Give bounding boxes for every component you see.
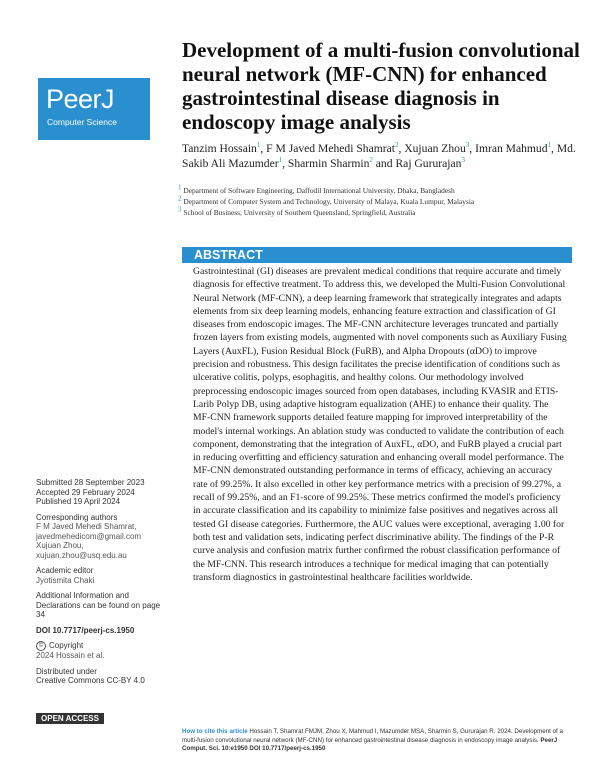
academic-editor xyxy=(36,566,171,585)
editor-name: Jyotismita Chaki xyxy=(36,575,95,585)
author-name[interactable]: Tanzim Hossain xyxy=(182,142,257,155)
editor-heading: Academic editor xyxy=(36,566,94,575)
additional-info: Additional Information and Declarations can be found on page 34 xyxy=(36,591,161,619)
paper-title: Development of a multi-fusion convolutional neural network (MF-CNN) for enhanced gastrointestinal disease diagnosis in endoscopy image analysis xyxy=(182,38,580,134)
affiliation xyxy=(178,194,578,207)
citation-label: How to cite this article xyxy=(182,728,248,735)
affil-sup: 2 xyxy=(394,141,399,150)
author-name[interactable]: F M Javed Mehedi Shamrat xyxy=(266,142,395,155)
copyright-holder: 2024 Hossain et al. xyxy=(36,651,105,660)
affil-sup: 1 xyxy=(256,141,261,150)
accepted-date: Accepted 29 February 2024 xyxy=(36,487,135,497)
affiliation xyxy=(178,183,578,196)
affil-sup: 1 xyxy=(278,155,283,164)
affiliation-text: Department of Software Engineering, Daffodil International University, Dhaka, Bangladesh xyxy=(183,186,455,195)
journal-logo xyxy=(38,78,150,140)
corresponding-authors xyxy=(36,513,171,561)
doi-link[interactable]: DOI 10.7717/peerj-cs.1950 xyxy=(36,625,135,635)
corresponding-heading: Corresponding authors xyxy=(36,512,118,522)
affiliations xyxy=(178,183,578,219)
author-name[interactable]: Raj Gururajan xyxy=(395,156,462,170)
author-email-link[interactable]: javedmehedicom@gmail.com xyxy=(36,531,142,541)
open-access-badge: OPEN ACCESS xyxy=(36,713,104,724)
author-email-link[interactable]: xujuan.zhou@usq.edu.au xyxy=(36,550,127,560)
article-sidebar xyxy=(36,478,171,692)
copyright-label: Copyright xyxy=(49,641,84,651)
author-name[interactable]: Sharmin Sharmin xyxy=(287,156,370,170)
affil-sup: 3 xyxy=(461,155,465,164)
license-block xyxy=(36,667,171,686)
author-name[interactable]: Md. Sakib Ali Mazumder xyxy=(182,142,576,170)
affil-sup: 2 xyxy=(178,194,182,203)
citation-block xyxy=(182,728,572,754)
affil-sup: 3 xyxy=(178,205,182,214)
copyright-block xyxy=(36,641,171,661)
submitted-date: Submitted 28 September 2023 xyxy=(36,478,145,487)
affil-sup: 2 xyxy=(369,155,373,164)
corresponding-author: Xujuan Zhou, xyxy=(36,541,84,550)
author-name[interactable]: Imran Mahmud xyxy=(475,142,548,155)
cc-icon: © xyxy=(36,641,46,651)
affil-sup: 1 xyxy=(547,141,552,150)
affiliation-text: School of Business, University of Southern Queensland, Springfield, Australia xyxy=(183,208,416,217)
affil-sup: 3 xyxy=(465,141,470,150)
citation-text: Hossain T, Shamrat FMJM, Zhou X, Mahmud I, Mazumder MSA, Sharmin S, Gururajan R. 2024. Development of a multi-fusion convolutional neural network (MF-CNN) for enhanced gastrointestinal disease diagnosis in endoscopy image analysis. xyxy=(182,728,563,744)
affil-sup: 1 xyxy=(178,183,182,192)
published-date: Published 19 April 2024 xyxy=(36,497,121,506)
abstract-heading: ABSTRACT xyxy=(182,247,572,263)
distributed-label: Distributed under xyxy=(36,666,97,676)
author-name[interactable]: Xujuan Zhou xyxy=(404,142,466,155)
dates xyxy=(36,478,171,507)
license-link[interactable]: Creative Commons CC-BY 4.0 xyxy=(36,676,145,685)
corresponding-author: F M Javed Mehedi Shamrat, xyxy=(36,522,137,531)
logo-subtitle: Computer Science xyxy=(47,117,117,127)
logo-brand: PeerJ xyxy=(46,84,115,114)
citation-doi[interactable]: DOI 10.7717/peerj-cs.1950 xyxy=(249,745,326,753)
author-list: Tanzim Hossain$^1$, F M Javed Mehedi Shamrat$^2$, Xujuan Zhou$^3$, Imran Mahmud$^1$, Md. Sakib Ali Mazumder$^1$, Sharmin Sharmin$^2$ and Raj Gururajan$^3$ xyxy=(182,141,576,170)
affiliation xyxy=(178,205,578,218)
abstract-text: Gastrointestinal (GI) diseases are prevalent medical conditions that require accurate and timely diagnosis for effective treatment. To address this, we developed the Multi-Fusion Convolutional Neural Network (MF-CNN), a deep learning framework that strategically integrates and adapts elements from six deep learning models, enhancing feature extraction and classification of GI diseases from endoscopic images. The MF-CNN architecture leverages truncated and partially frozen layers from existing models, augmented with novel components such as Auxiliary Fusing Layers (AuxFL), Fusion Residual Block (FuRB), and Alpha Dropouts (αDO) to improve precision and robustness. This design facilitates the precise identification of conditions such as ulcerative colitis, polyps, esophagitis, and healthy colons. Our methodology involved preprocessing endoscopic images sourced from open databases, including KVASIR and ETIS-Larib Polyp DB, using adaptive histogram equalization (AHE) to enhance their quality. The MF-CNN framework supports detailed feature mapping for improved interpretability of the model's internal workings. An ablation study was conducted to validate the contribution of each component, demonstrating that the integration of AuxFL, αDO, and FuRB played a crucial part in reducing overfitting and efficiency saturation and enhancing overall model performance. The MF-CNN demonstrated outstanding performance in terms of efficacy, achieving an accuracy rate of 99.25%. It also excelled in other key performance metrics with a precision of 99.27%, a recall of 99.25%, and an F1-score of 99.25%. These metrics confirmed the model's proficiency in accurate classification and its capability to minimize false positives and negatives across all tested GI disease categories. Furthermore, the AUC values were exceptional, averaging 1.00 for both test and validation sets, indicating perfect discriminative ability. The findings of the P-R curve analysis and confusion matrix further confirmed the robust classification performance of the MF-CNN. This research introduces a technique for medical imaging that can potentially transform diagnostics in gastrointestinal healthcare facilities worldwide. xyxy=(193,266,567,583)
affiliation-text: Department of Computer System and Technology, University of Malaya, Kuala Lumpur, Malaysia xyxy=(183,197,475,206)
citation-journal: PeerJ Comput. Sci. 10:e1950 xyxy=(182,736,558,753)
